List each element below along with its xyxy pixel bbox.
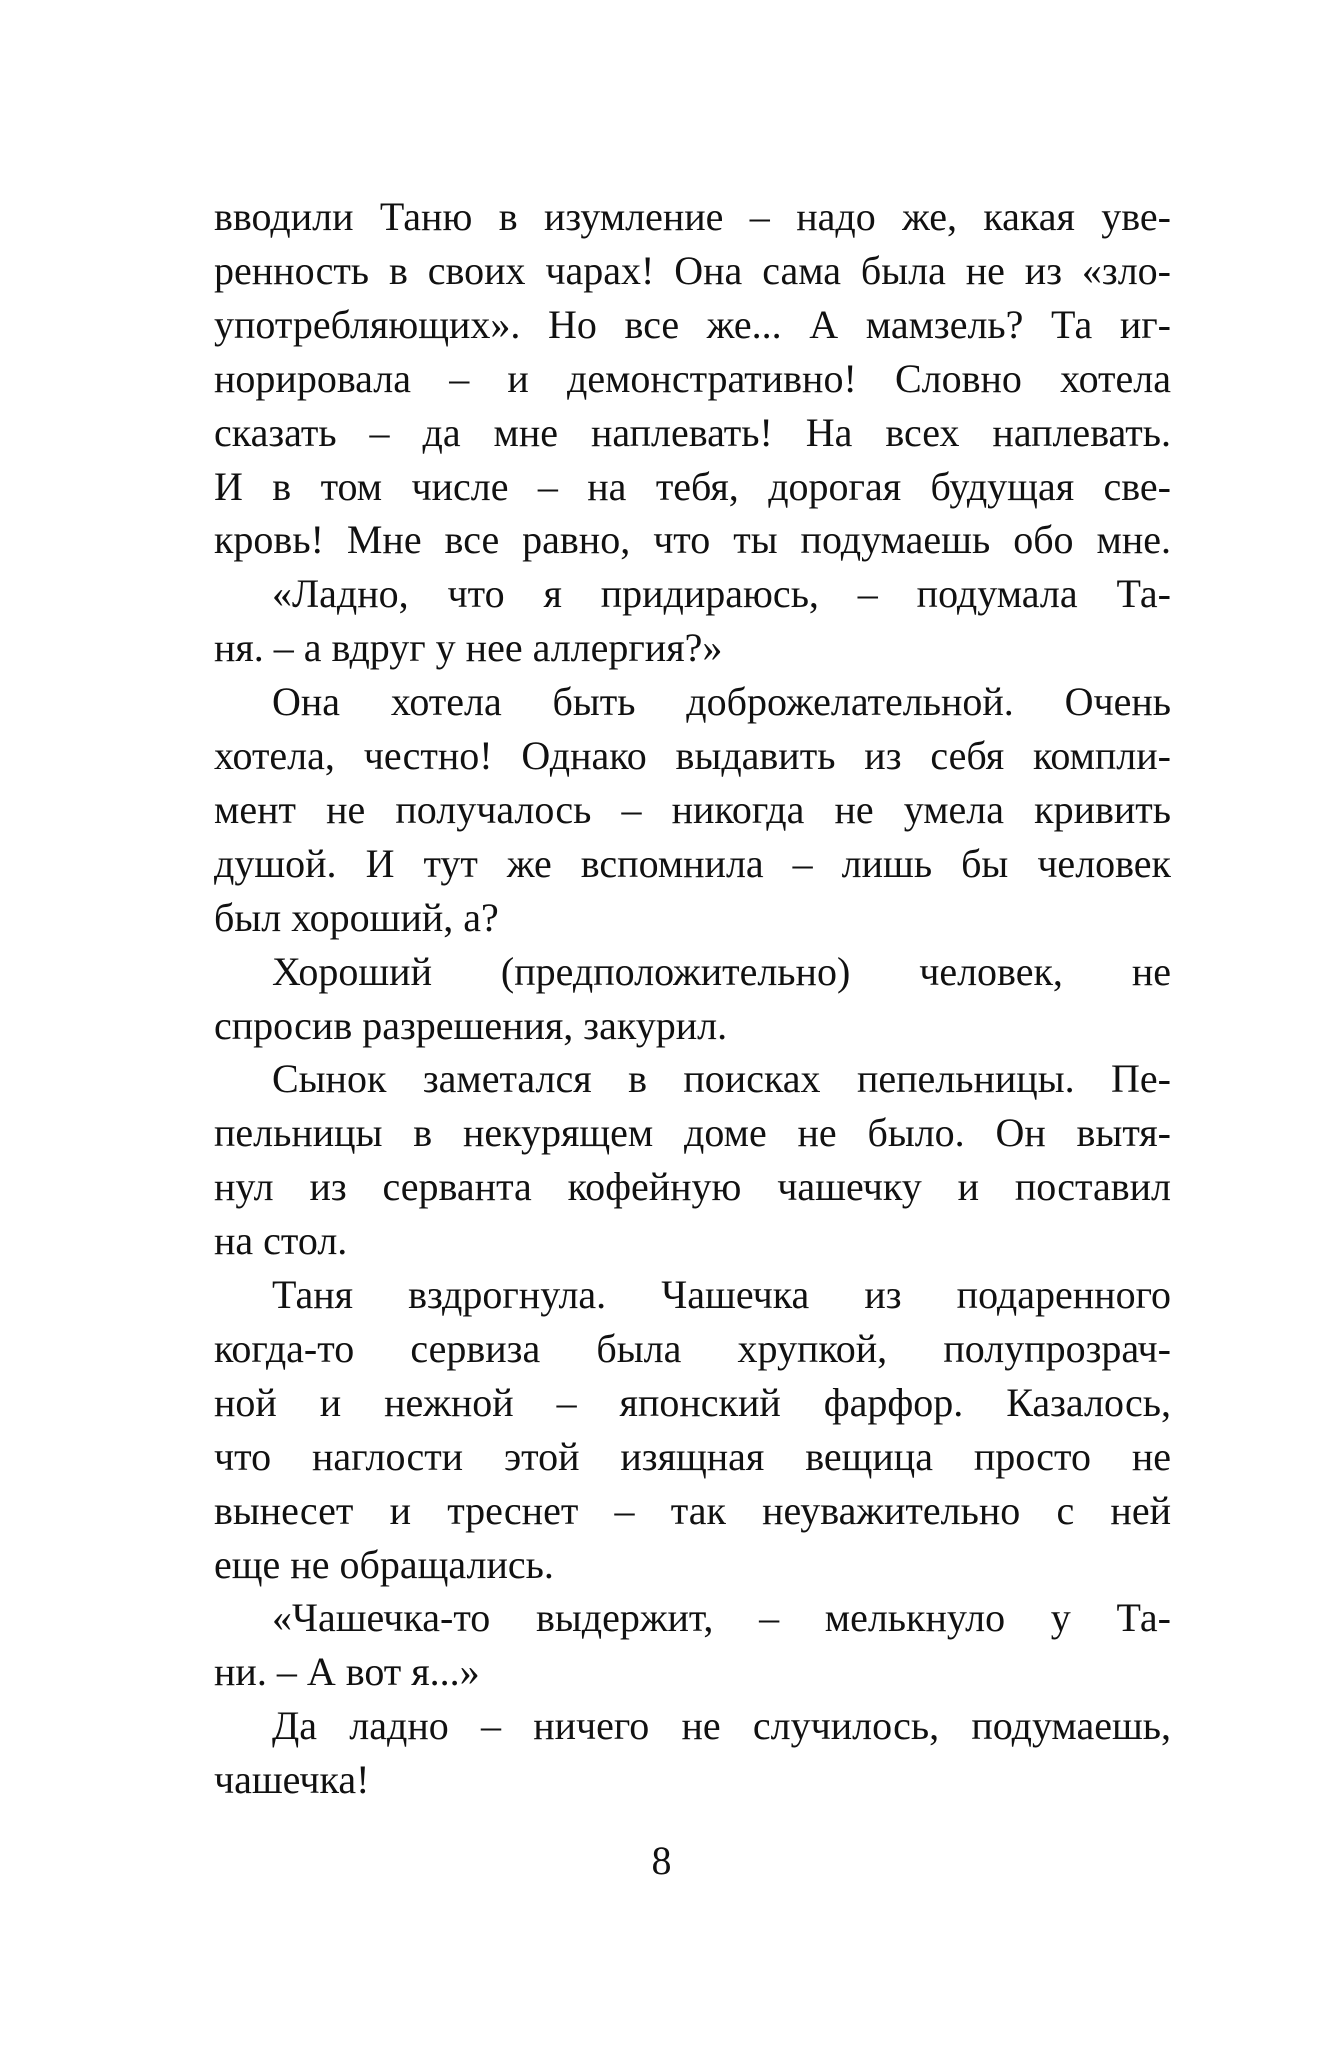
text-line: ренность в своих чарах! Она сама была не из «зло- — [214, 247, 1171, 293]
text-line: Таня вздрогнула. Чашечка из подаренного — [272, 1272, 1171, 1317]
text-line: вводили Таню в изумление – надо же, какая уве- — [214, 194, 1171, 239]
text-line: был хороший, а? — [214, 894, 499, 940]
text-line: ня. – а вдруг у нее аллергия?» — [214, 625, 723, 671]
text-line: еще не обращались. — [214, 1541, 554, 1587]
text-line: Сынок заметался в поисках пепельницы. Пе- — [272, 1056, 1171, 1102]
text-line: спросив разрешения, закурил. — [214, 1002, 728, 1048]
text-line: чашечка! — [214, 1757, 370, 1803]
text-line: «Чашечка-то выдержит, – мелькнуло у Та- — [272, 1595, 1171, 1641]
text-line: ной и нежной – японский фарфор. Казалось, — [214, 1379, 1171, 1425]
text-line: Да ладно – ничего не случилось, подумаешь, — [272, 1703, 1171, 1749]
text-line: душой. И тут же вспомнила – лишь бы человек — [214, 840, 1171, 886]
text-line: кровь! Мне все равно, что ты подумаешь обо мне. — [214, 517, 1171, 563]
text-line: Хороший (предположительно) человек, не — [272, 948, 1171, 994]
text-line: И в том числе – на тебя, дорогая будущая све- — [214, 463, 1171, 509]
text-line: когда-то сервиза была хрупкой, полупрозрач- — [214, 1325, 1171, 1371]
text-line: нул из серванта кофейную чашечку и поставил — [214, 1164, 1171, 1210]
text-line: хотела, честно! Однако выдавить из себя компли- — [214, 733, 1171, 778]
text-line: пельницы в некурящем доме не было. Он вытя- — [214, 1110, 1171, 1156]
page-number: 8 — [651, 1838, 672, 1883]
text-line: «Ладно, что я придираюсь, – подумала Та- — [272, 571, 1171, 617]
text-line: Она хотела быть доброжелательной. Очень — [272, 679, 1171, 725]
text-line: мент не получалось – никогда не умела кривить — [214, 786, 1171, 832]
text-line: норировала – и демонстративно! Словно хотела — [214, 355, 1171, 401]
text-line: ни. – А вот я...» — [214, 1649, 480, 1695]
text-line: употребляющих». Но все же... А мамзель? Та иг- — [214, 301, 1171, 347]
text-line: что наглости этой изящная вещица просто не — [214, 1433, 1171, 1479]
text-line: на стол. — [214, 1218, 348, 1264]
text-line: вынесет и треснет – так неуважительно с ней — [214, 1487, 1171, 1533]
text-line: сказать – да мне наплевать! На всех наплевать. — [214, 409, 1171, 455]
